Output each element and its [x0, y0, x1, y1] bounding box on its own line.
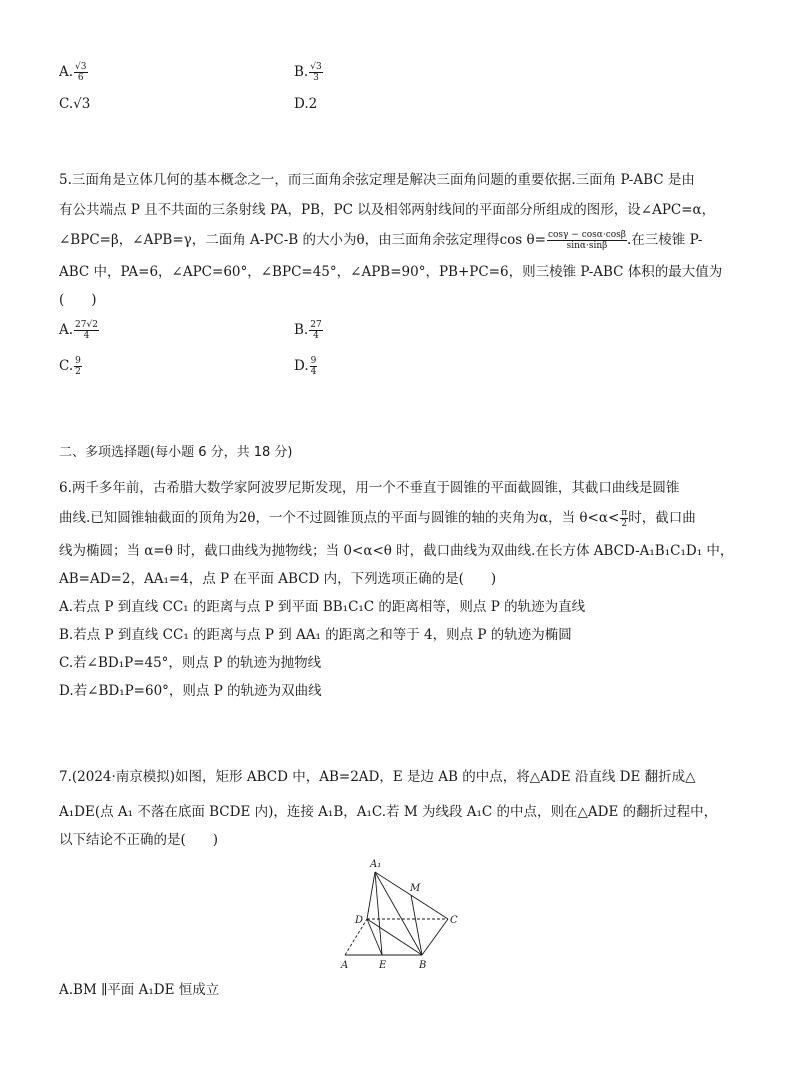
denominator: 2 [75, 367, 81, 377]
fraction [74, 320, 99, 341]
q6-option-b: B.若点 P 到直线 CC₁ 的距离与点 P 到 AA₁ 的距离之和等于 4，则点 P 的轨迹为椭圆 [59, 627, 572, 643]
label-c: C [450, 915, 458, 926]
option-text: 2 [308, 96, 318, 112]
q5-option-b [294, 320, 323, 341]
q6-line-2-text: 曲线.已知圆锥轴截面的顶角为2θ，一个不过圆锥顶点的平面与圆锥的轴的夹角为α，当 θ<α< [59, 510, 620, 526]
fraction [309, 320, 322, 341]
label-e: E [379, 960, 387, 971]
denominator: 4 [310, 367, 317, 377]
numerator: 9 [75, 356, 81, 366]
q5-option-a [59, 320, 99, 341]
denominator: 2 [621, 519, 628, 529]
folding-rectangle-figure [330, 855, 470, 975]
q6-line-2-tail: 时，截口曲 [628, 510, 696, 526]
label-b: B [419, 960, 427, 971]
edge-a1e [375, 872, 382, 955]
q5-line-3 [59, 230, 703, 251]
q6-line-2 [59, 508, 696, 529]
edge-db [367, 919, 422, 955]
q6-option-a: A.若点 P 到直线 CC₁ 的距离与点 P 到平面 BB₁C₁C 的距离相等，则点 P 的轨迹为直线 [59, 599, 586, 615]
fraction [309, 62, 322, 83]
q6-line-3: 线为椭圆；当 α=θ 时，截口曲线为抛物线；当 0<α<θ 时，截口曲线为双曲线.在长方体 ABCD-A₁B₁C₁D₁ 中， [59, 543, 734, 559]
q7-line-1: 7.(2024·南京模拟)如图，矩形 ABCD 中，AB=2AD，E 是边 AB 的中点，将△ADE 沿直线 DE 翻折成△ [59, 769, 696, 785]
denominator: sinα·sinβ [566, 241, 608, 251]
option-letter: C. [59, 358, 74, 374]
q5-line-1: 5.三面角是立体几何的基本概念之一，而三面角余弦定理是解决三面角问题的重要依据.三面角 P-ABC 是由 [59, 172, 695, 188]
numerator: 9 [310, 356, 317, 366]
label-m: M [410, 883, 421, 894]
option-letter: A. [59, 64, 74, 80]
denominator: 4 [83, 331, 90, 341]
edge-a1d [367, 872, 375, 919]
q6-option-d: D.若∠BD₁P=60°，则点 P 的轨迹为双曲线 [59, 683, 322, 699]
numerator: √3 [310, 62, 322, 72]
q4-option-c [59, 94, 90, 114]
denominator: 3 [313, 73, 319, 83]
option-letter: D. [294, 96, 309, 112]
q5-option-d [294, 356, 317, 377]
numerator: √3 [75, 62, 87, 72]
denominator: 6 [77, 73, 84, 83]
option-letter: D. [294, 358, 309, 374]
label-a: A [341, 960, 349, 971]
numerator: cosγ − cosα·cosβ [547, 230, 626, 240]
fraction [74, 356, 82, 377]
q5-option-c [59, 356, 82, 377]
edge-bc [422, 919, 448, 955]
q6-line-4: AB=AD=2，AA₁=4，点 P 在平面 ABCD 内，下列选项正确的是( ) [59, 571, 497, 587]
denominator: 4 [313, 331, 319, 341]
label-d: D [355, 915, 364, 926]
numerator: 27 [310, 320, 322, 330]
q4-option-d [294, 94, 317, 114]
section-heading: 二、多项选择题(每小题 6 分，共 18 分) [59, 445, 293, 460]
cosine-formula-fraction [547, 230, 627, 251]
q5-line-5: ( ) [59, 292, 97, 308]
label-a1: A₁ [370, 859, 382, 870]
q5-line-2: 有公共端点 P 且不共面的三条射线 PA，PB，PC 以及相邻两射线间的平面部分所组成的图形，设∠APC=α， [59, 202, 716, 218]
option-letter: A. [59, 322, 74, 338]
numerator: π [621, 508, 628, 518]
fraction [310, 356, 318, 377]
option-letter: C. [59, 96, 74, 112]
fraction [74, 62, 87, 83]
q7-option-a: A.BM ∥平面 A₁DE 恒成立 [59, 982, 220, 998]
q6-option-c: C.若∠BD₁P=45°，则点 P 的轨迹为抛物线 [59, 655, 322, 671]
option-letter: B. [294, 322, 309, 338]
q5-line-4: ABC 中，PA=6，∠APC=60°，∠BPC=45°，∠APB=90°，PB+PC=6，则三棱锥 P-ABC 体积的最大值为 [59, 264, 723, 280]
q4-option-a [59, 62, 88, 83]
q7-line-3: 以下结论不正确的是( ) [59, 832, 219, 848]
q4-option-b [294, 62, 323, 83]
numerator: 27√2 [75, 320, 98, 330]
q6-line-1: 6.两千多年前，古希腊大数学家阿波罗尼斯发现，用一个不垂直于圆锥的平面截圆锥，其截口曲线是圆锥 [59, 480, 680, 496]
option-letter: B. [294, 64, 309, 80]
q5-line-3-tail: .在三棱锥 P- [627, 232, 703, 248]
option-text: √3 [73, 96, 91, 112]
q5-line-3-text: ∠BPC=β，∠APB=γ，二面角 A-PC-B 的大小为θ，由三面角余弦定理得cos θ= [59, 232, 546, 248]
q7-line-2: A₁DE(点 A₁ 不落在底面 BCDE 内)，连接 A₁B，A₁C.若 M 为线段 A₁C 的中点，则在△ADE 的翻折过程中， [59, 804, 718, 820]
